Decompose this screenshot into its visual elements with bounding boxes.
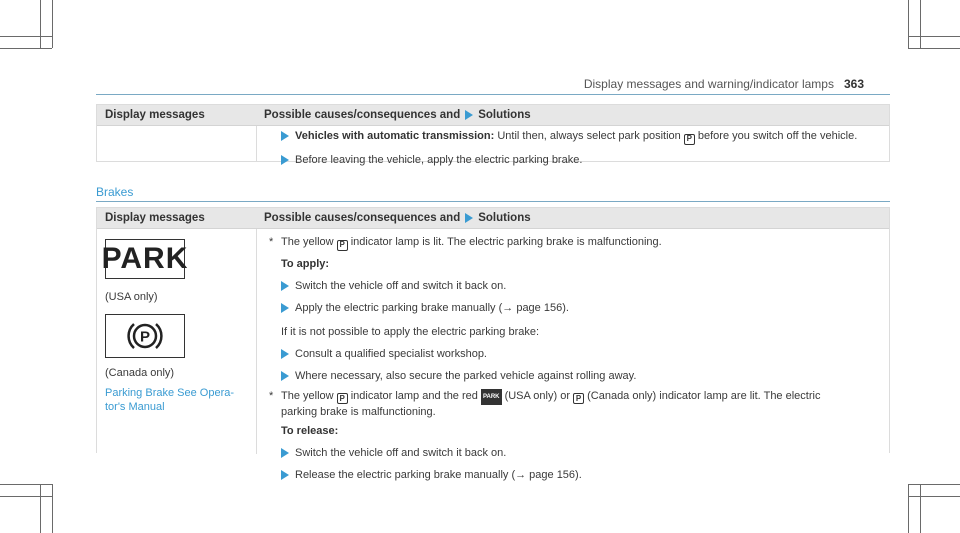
crop-mark [0,36,52,37]
crop-mark [908,36,960,37]
col-display-messages: Display messages [105,109,205,121]
park-position-key-icon: P [684,134,695,145]
crop-mark [908,0,909,48]
left-cell [97,126,257,162]
parking-brake-small-icon: P [337,393,348,404]
step: Vehicles with automatic transmission: Until then, always select park position P before you switch off the vehicle. [271,129,889,145]
step: Switch the vehicle off and switch it back on. [271,446,889,460]
right-cell [257,229,889,481]
arrow-icon [281,281,289,291]
crop-mark [908,496,960,497]
arrow-icon [281,303,289,313]
parking-brake-link[interactable]: Parking Brake See Opera- tor's Manual [105,387,235,413]
crop-mark [40,484,41,533]
crop-mark [908,484,909,533]
to-apply-heading: To apply: [281,257,330,270]
arrow-icon [281,371,289,381]
crop-mark [52,484,53,533]
svg-text:P: P [139,328,151,346]
crop-mark [40,0,41,48]
crop-mark [920,0,921,48]
parking-brake-icon [105,314,185,358]
header-rule [96,94,890,95]
brakes-table [96,207,890,481]
table-body [97,126,889,166]
section-rule [96,201,890,202]
step: Switch the vehicle off and switch it back on. [271,279,889,293]
cause-block: * The yellow P indicator lamp and the red PARK (USA only) or P (Canada only) indicator lamp are lit. The electric parking brake is malfunctioning. To release: Switch the vehicle off and switch it back on. Release the electric parking brake manually (→ page 156). [271,389,889,482]
step: Apply the electric parking brake manually (→ page 156). [271,301,889,315]
table-header [97,208,889,229]
park-display-icon: PARK [105,239,185,279]
table-header [97,105,889,126]
crop-mark [0,484,52,485]
crop-mark [0,496,52,497]
col-display-messages: Display messages [105,212,205,224]
top-table [96,104,890,166]
step: Release the electric parking brake manually (→ page 156). [271,468,889,482]
arrow-icon [281,470,289,480]
note: If it is not possible to apply the electric parking brake: [281,325,540,338]
parking-brake-small-icon: P [337,240,348,251]
section-title: Brakes [96,185,134,199]
step: Consult a qualified specialist workshop. [271,347,889,361]
parking-brake-small-icon: P [573,393,584,404]
table-body [97,229,889,481]
crop-mark [52,0,53,48]
crop-mark [908,48,960,49]
col-causes: Possible causes/consequences and Solutions [264,109,531,121]
crop-mark [908,484,960,485]
right-cell [257,126,889,166]
park-small-icon: PARK [481,389,502,405]
usa-label: (USA only) [105,291,158,303]
to-release-heading: To release: [281,424,339,437]
footnote-star: * [269,389,274,402]
cause-block: * The yellow P indicator lamp is lit. The electric parking brake is malfunctioning. To apply: Switch the vehicle off and switch it back on. Apply the electric parking brake manually (→ page 156). If it is not possible to apply the electric parking brake: Consult a qualified specialist workshop. Where necessary, also secure the parked vehicle against rolling away. [271,235,889,383]
arrow-icon [281,155,289,165]
arrow-icon [465,110,473,120]
arrow-icon [281,349,289,359]
step: Where necessary, also secure the parked vehicle against rolling away. [271,369,889,383]
arrow-icon [281,131,289,141]
arrow-icon [281,448,289,458]
page-number: 363 [843,77,864,91]
crop-mark [0,48,52,49]
left-cell [97,229,257,454]
canada-label: (Canada only) [105,367,175,379]
header-title: Display messages and warning/indicator lamps [583,77,834,91]
running-header [584,77,864,91]
crop-mark [920,484,921,533]
arrow-icon [465,213,473,223]
col-causes: Possible causes/consequences and Solutions [264,212,531,224]
step: Before leaving the vehicle, apply the electric parking brake. [271,153,889,167]
footnote-star: * [269,236,274,248]
